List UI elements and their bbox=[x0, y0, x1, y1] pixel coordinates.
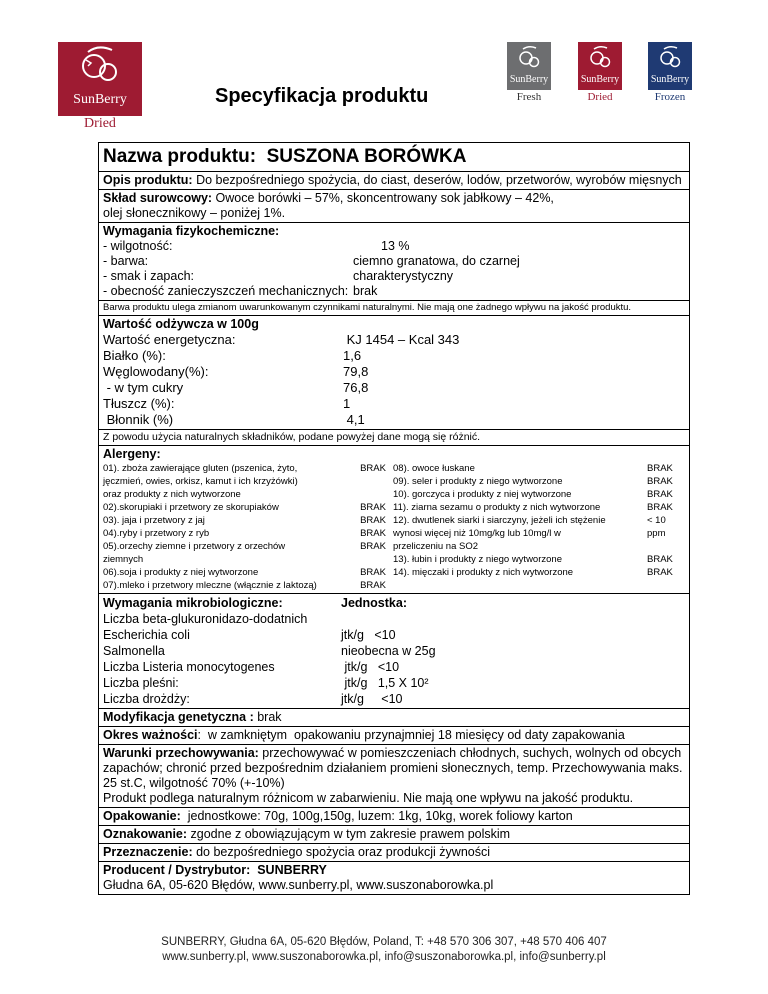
nutrition-value: 1,6 bbox=[343, 348, 362, 363]
micro-label: Liczba Listeria monocytogenes bbox=[103, 660, 275, 674]
packaging-row bbox=[99, 807, 689, 825]
nutrition-label: Wartość energetyczna: bbox=[103, 332, 236, 347]
producer-row bbox=[99, 861, 689, 894]
nutrition-label: - w tym cukry bbox=[103, 380, 184, 395]
physchem-label: - smak i zapach: bbox=[103, 269, 195, 283]
producer-name: SUNBERRY bbox=[257, 863, 327, 877]
allergens-left-list bbox=[103, 462, 353, 592]
allergen-item: 05).orzechy ziemne i przetwory z orzechów bbox=[103, 541, 286, 552]
logo-brand: SunBerry bbox=[580, 74, 620, 85]
logo-sub: Dried bbox=[587, 91, 613, 103]
physchem-list bbox=[103, 239, 685, 299]
sunberry-frozen-logo bbox=[648, 42, 692, 103]
nutrition-label: Błonnik (%) bbox=[103, 412, 174, 427]
allergen-item: 13). łubin i produkty z niego wytworzone bbox=[393, 554, 562, 565]
description-value: Do bezpośredniego spożycia, do ciast, deserów, lodów, przetworów, wyrobów mięsnych bbox=[196, 173, 682, 187]
nutrition-value: 4,1 bbox=[343, 412, 365, 427]
allergen-item: jęczmień, owies, orkisz, kamut i ich krzyżówki) bbox=[103, 476, 298, 487]
allergen-status: BRAK bbox=[647, 476, 673, 487]
ingredients-value-1: Owoce borówki – 57%, skoncentrowany sok jabłkowy – 42%, bbox=[215, 191, 554, 205]
allergen-item: 07).mleko i przetwory mleczne (włącznie z laktozą) bbox=[103, 580, 317, 591]
physchem-label: - wilgotność: bbox=[103, 239, 173, 253]
allergen-status: BRAK bbox=[647, 463, 673, 474]
allergen-status: BRAK bbox=[360, 463, 386, 474]
packaging-label: Opakowanie: bbox=[103, 809, 181, 823]
allergen-item: 01). zboża zawierające gluten (pszenica, żyto, bbox=[103, 463, 298, 474]
allergen-item: 06).soja i produkty z niej wytworzone bbox=[103, 567, 259, 578]
allergen-status: < 10 bbox=[647, 515, 666, 526]
logo-brand: SunBerry bbox=[73, 92, 127, 107]
sunberry-dried-small-logo bbox=[578, 42, 622, 103]
storage-note: Produkt podlega naturalnym różnicom w zabarwieniu. Nie mają one wpływu na jakość produktu. bbox=[103, 791, 634, 805]
producer-address: Głudna 6A, 05-620 Błędów, www.sunberry.pl, www.suszonaborowka.pl bbox=[103, 878, 494, 892]
allergen-status: BRAK bbox=[360, 502, 386, 513]
allergen-status: BRAK bbox=[647, 502, 673, 513]
physchem-value: ciemno granatowa, do czarnej bbox=[353, 254, 520, 268]
gmo-value: brak bbox=[253, 710, 282, 724]
sunberry-fresh-logo bbox=[507, 42, 551, 103]
allergen-status: BRAK bbox=[647, 489, 673, 500]
allergens-row bbox=[99, 445, 689, 593]
micro-row bbox=[99, 593, 689, 708]
allergen-status bbox=[647, 540, 685, 553]
nutrition-value: 1 bbox=[343, 396, 351, 411]
allergens-grid bbox=[103, 462, 685, 592]
product-name-label: Nazwa produktu: bbox=[103, 146, 257, 167]
purpose-row bbox=[99, 843, 689, 861]
logo-sub: Dried bbox=[84, 116, 116, 131]
packaging-value: jednostkowe: 70g, 100g,150g, luzem: 1kg, 10kg, worek foliowy karton bbox=[180, 809, 573, 823]
allergens-right-list bbox=[393, 462, 647, 592]
physchem-label: - barwa: bbox=[103, 254, 149, 268]
micro-value bbox=[341, 611, 685, 627]
allergen-item: 12). dwutlenek siarki i siarczyny, jeżeli ich stężenie bbox=[393, 515, 606, 526]
physchem-value: charakterystyczny bbox=[353, 269, 454, 283]
shelf-life-row bbox=[99, 726, 689, 744]
micro-heading: Wymagania mikrobiologiczne: bbox=[103, 596, 283, 610]
logo-sub: Fresh bbox=[516, 91, 542, 103]
allergen-item: 04).ryby i przetwory z ryb bbox=[103, 528, 210, 539]
micro-label: Liczba beta-glukuronidazo-dodatnich bbox=[103, 612, 308, 626]
logo-sub: Frozen bbox=[654, 91, 686, 103]
allergen-status: BRAK bbox=[360, 528, 386, 539]
allergen-status bbox=[353, 475, 393, 488]
logo-brand: SunBerry bbox=[509, 74, 549, 85]
nutrition-row bbox=[99, 315, 689, 429]
storage-value: przechowywać w pomieszczeniach chłodnych, suchych, wolnych od obcych zapachów; chronić przed bezpośrednim działaniem promieni słonecznych, temp. Przechowywania maks. 25 st.C, wilgotność 70% (+-10%) bbox=[103, 746, 683, 790]
micro-value: jtk/g <10 bbox=[341, 692, 403, 706]
micro-grid bbox=[103, 595, 685, 707]
allergen-status: ppm bbox=[647, 528, 666, 539]
labeling-value: zgodne z obowiązującym w tym zakresie prawem polskim bbox=[187, 827, 511, 841]
allergen-item: 03). jaja i przetwory z jaj bbox=[103, 515, 205, 526]
nutrition-heading: Wartość odżywcza w 100g bbox=[103, 317, 259, 331]
physchem-label: - obecność zanieczyszczeń mechanicznych: bbox=[103, 284, 349, 298]
allergen-status: BRAK bbox=[360, 515, 386, 526]
footer-contacts: www.sunberry.pl, www.suszonaborowka.pl, info@suszonaborowka.pl, info@sunberry.pl bbox=[162, 951, 606, 963]
allergen-status bbox=[353, 488, 393, 501]
ingredients-value-2: olej słonecznikowy – poniżej 1%. bbox=[103, 206, 286, 220]
allergen-item: 11). ziarna sezamu o produkty z nich wytworzone bbox=[393, 502, 601, 513]
page-footer bbox=[0, 935, 768, 965]
nutrition-value: 76,8 bbox=[343, 380, 369, 395]
micro-value: jtk/g <10 bbox=[341, 628, 396, 642]
allergens-left-status bbox=[353, 462, 393, 592]
micro-unit-heading: Jednostka: bbox=[341, 596, 407, 610]
spec-table bbox=[98, 142, 690, 895]
sunberry-dried-logo bbox=[58, 42, 142, 134]
color-note-row: Barwa produktu ulega zmianom uwarunkowanym czynnikami naturalnymi. Nie mają one żadnego wpływu na jakość produktu. bbox=[99, 300, 689, 315]
micro-value: jtk/g 1,5 X 10² bbox=[341, 676, 429, 690]
footer-address: SUNBERRY, Głudna 6A, 05-620 Błędów, Poland, T: +48 570 306 307, +48 570 406 407 bbox=[161, 936, 607, 948]
allergen-status: BRAK bbox=[647, 554, 673, 565]
gmo-row bbox=[99, 708, 689, 726]
allergen-item: 10). gorczyca i produkty z niej wytworzone bbox=[393, 489, 572, 500]
ingredients-label: Skład surowcowy: bbox=[103, 191, 213, 205]
allergen-status: BRAK bbox=[360, 580, 386, 591]
logo-brand: SunBerry bbox=[650, 74, 690, 85]
labeling-label: Oznakowanie: bbox=[103, 827, 188, 841]
allergen-item: oraz produkty z nich wytworzone bbox=[103, 489, 241, 500]
allergen-status: BRAK bbox=[647, 567, 673, 578]
nutrition-label: Tłuszcz (%): bbox=[103, 396, 175, 411]
physchem-heading: Wymagania fizykochemiczne: bbox=[103, 224, 280, 238]
allergen-item: przeliczeniu na SO2 bbox=[393, 541, 479, 552]
physchem-row bbox=[99, 222, 689, 300]
product-description-row bbox=[99, 171, 689, 189]
micro-label: Liczba pleśni: bbox=[103, 676, 179, 690]
purpose-value: do bezpośredniego spożycia oraz produkcji żywności bbox=[192, 845, 491, 859]
allergens-right-status bbox=[647, 462, 685, 592]
ingredients-row bbox=[99, 189, 689, 222]
nutrition-list bbox=[103, 332, 685, 428]
berry-icon bbox=[507, 42, 551, 72]
gmo-label: Modyfikacja genetyczna : bbox=[103, 710, 254, 724]
storage-label: Warunki przechowywania: bbox=[103, 746, 259, 760]
allergen-item: 14). mięczaki i produkty z nich wytworzone bbox=[393, 567, 574, 578]
product-name-value: SUSZONA BORÓWKA bbox=[266, 146, 467, 167]
allergen-item: wynosi więcej niż 10mg/kg lub 10mg/l w bbox=[393, 528, 561, 539]
micro-value: jtk/g <10 bbox=[341, 660, 400, 674]
berry-icon bbox=[578, 42, 622, 72]
physchem-value: brak bbox=[353, 284, 378, 298]
allergen-item: ziemnych bbox=[103, 554, 144, 565]
nutrition-label: Węglowodany(%): bbox=[103, 364, 209, 379]
micro-label: Salmonella bbox=[103, 644, 165, 658]
nutrition-value: 79,8 bbox=[343, 364, 369, 379]
producer-label: Producent / Dystrybutor: bbox=[103, 863, 251, 877]
allergen-item: 09). seler i produkty z niego wytworzone bbox=[393, 476, 563, 487]
product-name-row bbox=[99, 143, 689, 171]
allergen-status: BRAK bbox=[360, 567, 386, 578]
micro-value: nieobecna w 25g bbox=[341, 644, 436, 658]
page-title: Specyfikacja produktu bbox=[215, 85, 429, 107]
micro-label: Escherichia coli bbox=[103, 628, 190, 642]
allergen-status: BRAK bbox=[360, 541, 386, 552]
physchem-value: 13 % bbox=[381, 239, 410, 253]
allergens-heading: Alergeny: bbox=[103, 447, 161, 461]
micro-label: Liczba drożdży: bbox=[103, 692, 190, 706]
shelf-life-label: Okres ważności bbox=[103, 728, 198, 742]
logo-emblem bbox=[58, 42, 142, 116]
allergen-item: 02).skorupiaki i przetwory ze skorupiaków bbox=[103, 502, 279, 513]
nutrition-label: Białko (%): bbox=[103, 348, 166, 363]
purpose-label: Przeznaczenie: bbox=[103, 845, 193, 859]
storage-row bbox=[99, 744, 689, 807]
nutrition-note-row: Z powodu użycia naturalnych składników, podane powyżej dane mogą się różnić. bbox=[99, 429, 689, 445]
allergen-item: 08). owoce łuskane bbox=[393, 463, 475, 474]
description-label: Opis produktu: bbox=[103, 173, 193, 187]
shelf-life-value: : w zamkniętym opakowaniu przynajmniej 18 miesięcy od daty zapakowania bbox=[197, 728, 625, 742]
nutrition-value: KJ 1454 – Kcal 343 bbox=[343, 332, 460, 347]
labeling-row bbox=[99, 825, 689, 843]
berry-icon bbox=[58, 42, 142, 92]
berry-icon bbox=[648, 42, 692, 72]
allergen-status bbox=[353, 553, 393, 566]
